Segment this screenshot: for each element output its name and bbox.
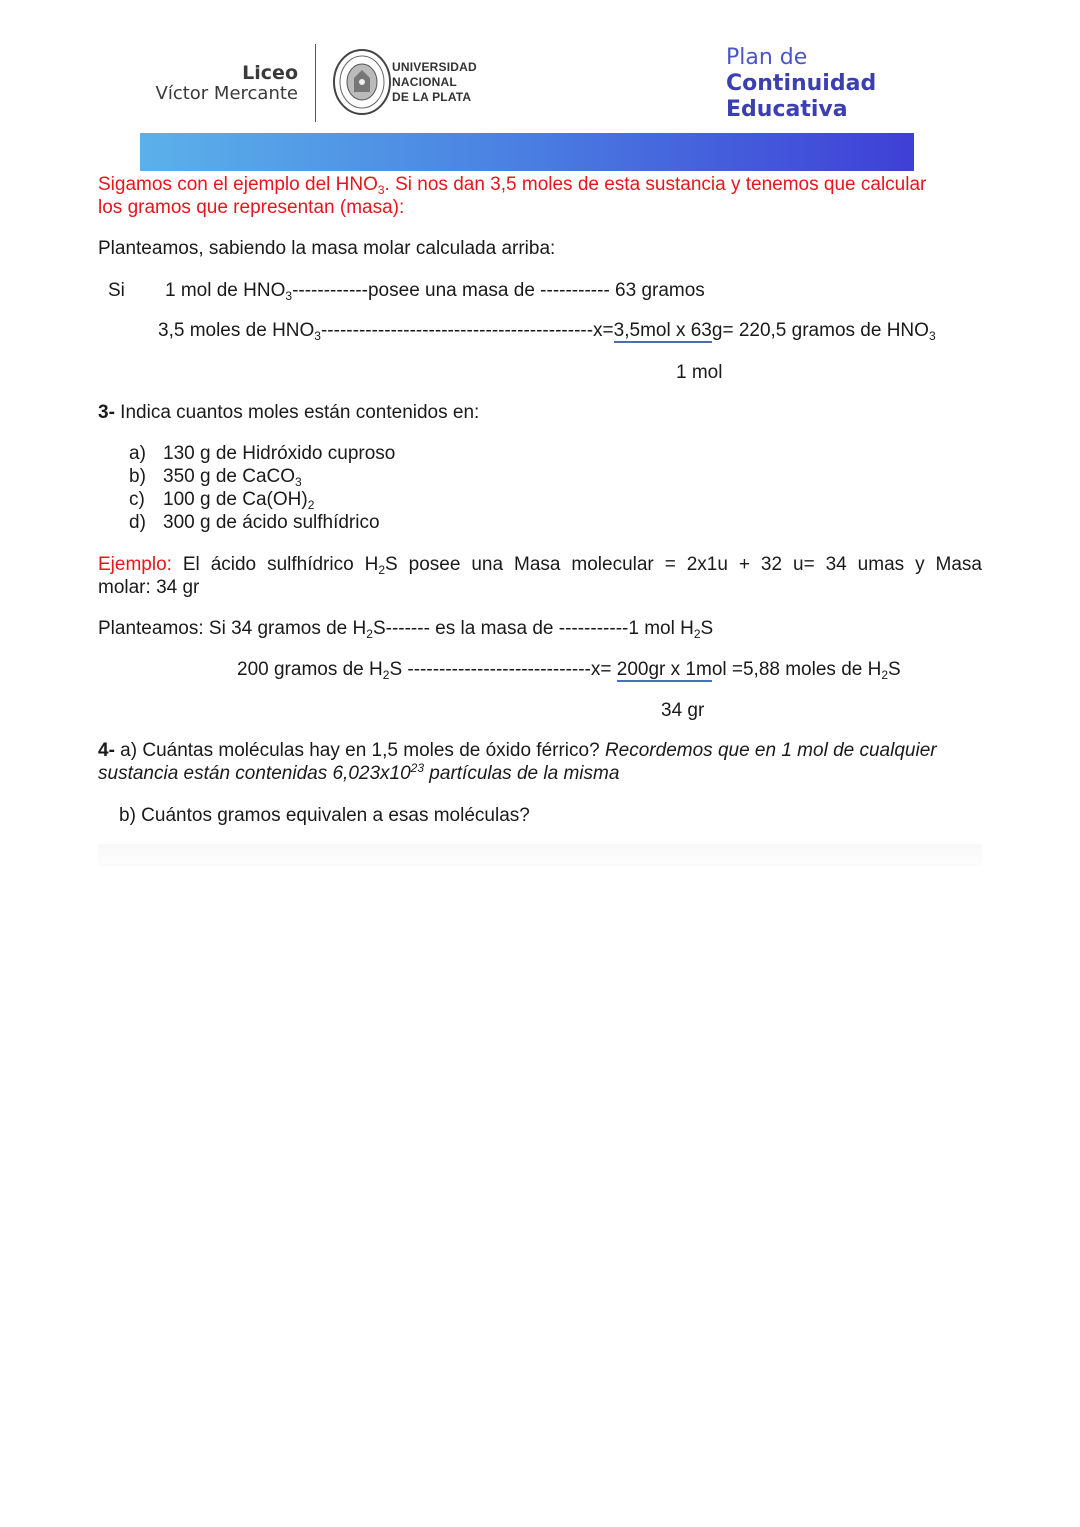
- item-label: b): [129, 466, 146, 487]
- university-name-line: NACIONAL: [392, 75, 457, 89]
- subscript: 2: [881, 668, 889, 682]
- item-label: d): [129, 512, 146, 533]
- calc-text: ol =5,88 moles de H: [711, 659, 882, 680]
- plan-title: [726, 45, 876, 123]
- fraction-numerator: 3,5mol x 63: [613, 320, 712, 341]
- superscript: 23: [410, 761, 425, 775]
- question4-line1: [98, 739, 937, 762]
- university-seal-icon: [332, 48, 392, 116]
- calc-text: ------------posee una masa de ----------- 63 gramos: [292, 280, 705, 301]
- school-name-line1: Liceo: [242, 62, 298, 84]
- calc2-line1: [98, 617, 713, 640]
- subscript: 3: [295, 475, 302, 489]
- scan-artifact: [98, 844, 982, 866]
- item-text: 350 g de CaCO: [163, 466, 296, 487]
- calc1-si: Si: [108, 280, 125, 301]
- calc-text: 3,5 moles de HNO: [158, 320, 315, 341]
- question-number: 4-: [98, 740, 115, 761]
- plan-title-line: Continuidad: [726, 71, 877, 96]
- calc-text: -------------------------------------------x=: [320, 320, 614, 341]
- calc-text: g= 220,5 gramos de HNO: [711, 320, 929, 341]
- calc-text: S: [888, 659, 901, 680]
- calc-text: 1 mol de HNO: [165, 280, 286, 301]
- subscript: 3: [285, 289, 293, 303]
- subscript: 2: [378, 563, 386, 577]
- intro-text: . Si nos dan 3,5 moles de esta sustancia y tenemos que calcular: [384, 174, 927, 195]
- question-note: partículas de la misma: [424, 763, 620, 784]
- list-item: [129, 465, 395, 488]
- example-label: Ejemplo:: [98, 554, 172, 575]
- intro-line1: [98, 173, 926, 196]
- calc-text: S -----------------------------x=: [389, 659, 617, 680]
- calc2-denominator: 34 gr: [661, 700, 705, 721]
- list-item: [129, 511, 395, 534]
- calc2-line2: [237, 658, 901, 681]
- calc-text: S------- es la masa de -----------1 mol H: [372, 618, 694, 639]
- header-band: [140, 133, 914, 171]
- question-note: sustancia están contenidas 6,023x10: [98, 763, 411, 784]
- plan-title-line: Plan de: [726, 45, 808, 70]
- header-divider: [315, 44, 316, 122]
- fraction-numerator: 200gr x 1m: [616, 659, 712, 680]
- calc1-denominator: 1 mol: [676, 362, 723, 383]
- calc1-line1: [165, 279, 705, 302]
- question3-heading: [98, 401, 479, 424]
- list-item: [129, 488, 395, 511]
- subscript: 2: [382, 668, 390, 682]
- question4-part-b: b) Cuántos gramos equivalen a esas moléculas?: [119, 805, 530, 826]
- calc-text: Planteamos: Si 34 gramos de H: [98, 618, 367, 639]
- subscript: 3: [314, 329, 321, 343]
- question4-line2: [98, 762, 619, 785]
- calc-text: S: [700, 618, 714, 639]
- subscript: 3: [928, 329, 936, 343]
- item-text: 100 g de Ca(OH): [163, 489, 308, 510]
- question-note: Recordemos que en 1 mol de cualquier: [604, 740, 937, 761]
- intro-line2: los gramos que representan (masa):: [98, 197, 405, 218]
- university-name-line: UNIVERSIDAD: [392, 60, 477, 74]
- example-text: S posee una Masa molecular = 2x1u + 32 u= 34 umas y Masa: [385, 554, 982, 575]
- item-text: 130 g de Hidróxido cuproso: [163, 443, 396, 464]
- calc1-line2: [158, 319, 936, 342]
- list-item: [129, 442, 395, 465]
- item-label: a): [129, 443, 146, 464]
- question-text: a) Cuántas moléculas hay en 1,5 moles de óxido férrico?: [114, 740, 605, 761]
- example-line2: molar: 34 gr: [98, 577, 200, 598]
- calc-text: 200 gramos de H: [237, 659, 383, 680]
- subscript: 3: [377, 183, 385, 197]
- school-name-line2: Víctor Mercante: [155, 83, 298, 104]
- question-text: Indica cuantos moles están contenidos en:: [114, 402, 480, 423]
- university-name: [392, 60, 477, 105]
- question3-list: [129, 442, 395, 534]
- university-name-line: DE LA PLATA: [392, 90, 472, 104]
- intro-text: Sigamos con el ejemplo del HNO: [98, 174, 378, 195]
- question-number: 3-: [98, 402, 115, 423]
- planteamos-text: Planteamos, sabiendo la masa molar calculada arriba:: [98, 238, 556, 259]
- item-label: c): [129, 489, 145, 510]
- example-text: El ácido sulfhídrico H: [171, 554, 379, 575]
- subscript: 2: [366, 627, 373, 641]
- example-line1: [98, 553, 982, 576]
- subscript: 2: [693, 627, 701, 641]
- item-text: 300 g de ácido sulfhídrico: [163, 512, 380, 533]
- subscript: 2: [307, 498, 315, 512]
- plan-title-line: Educativa: [726, 97, 848, 122]
